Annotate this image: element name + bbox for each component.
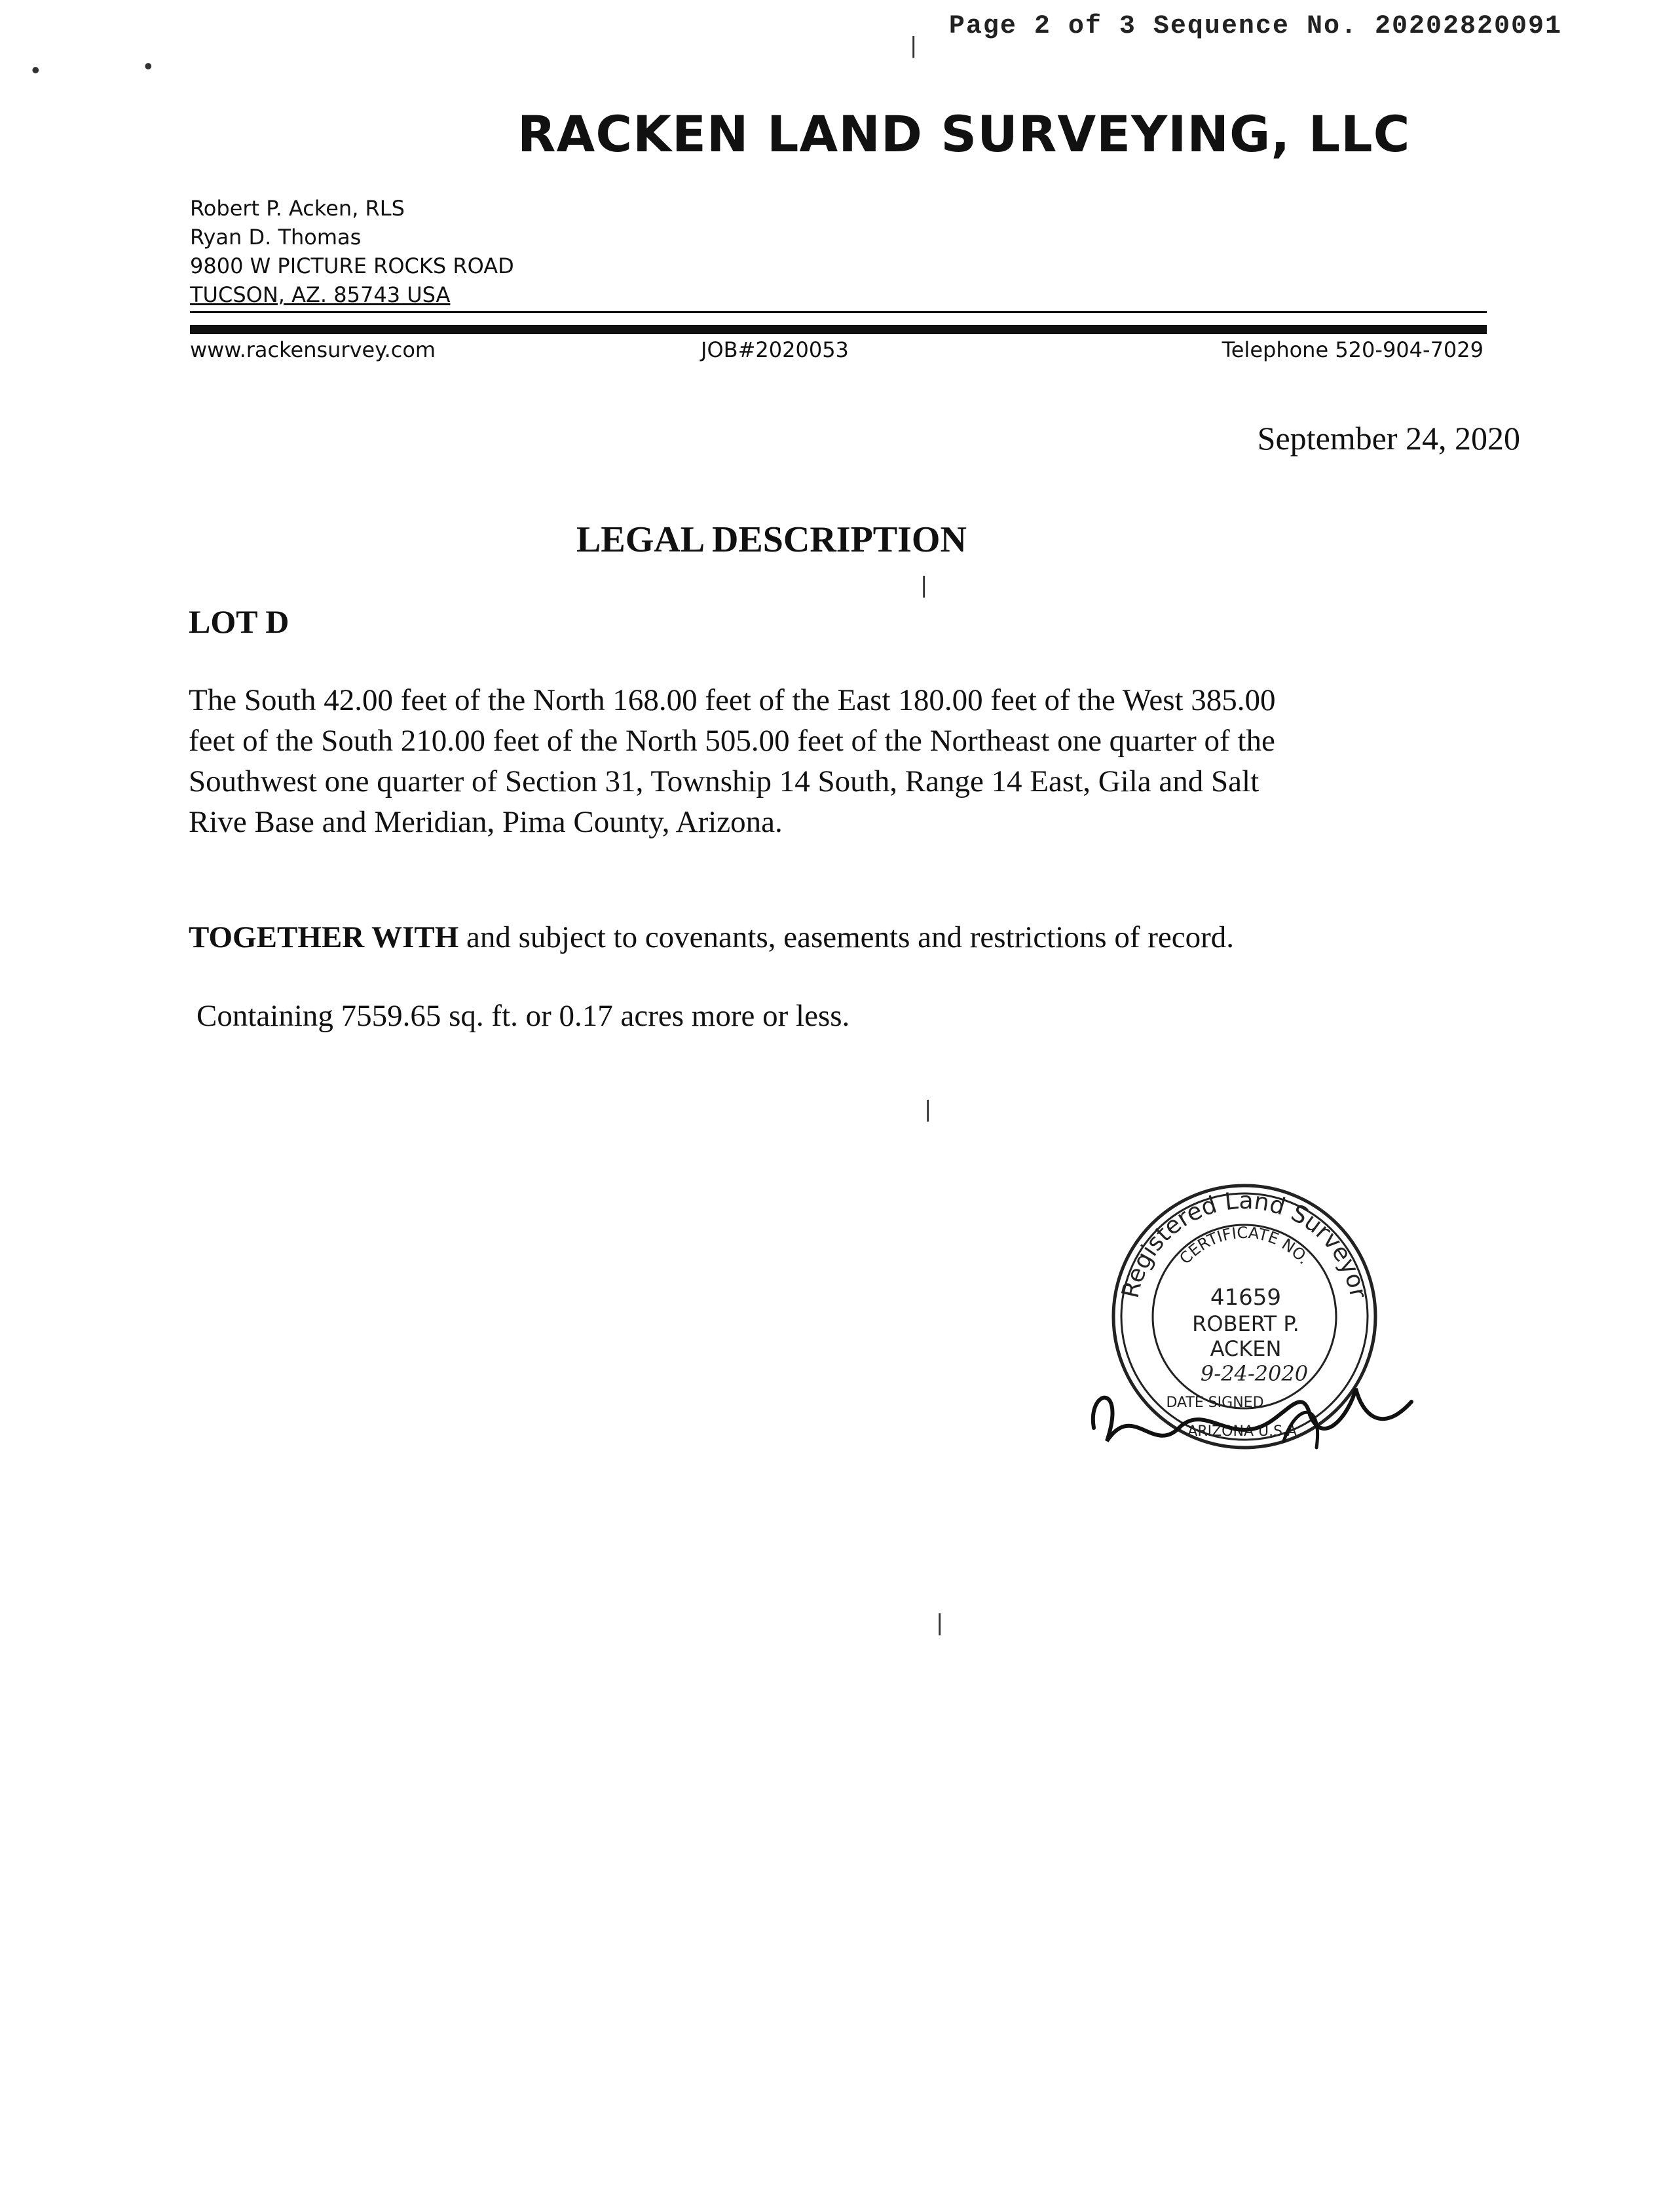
scan-mark: | bbox=[925, 1095, 931, 1122]
seal-outer-text-path: Registered Land Surveyor bbox=[1117, 1187, 1372, 1301]
letterhead-divider-thin bbox=[190, 311, 1487, 313]
legal-description-paragraph bbox=[189, 680, 1446, 842]
seal-date-signed: 9-24-2020 bbox=[1200, 1361, 1309, 1386]
description-line: The South 42.00 feet of the North 168.00 feet of the East 180.00 feet of the West 385.00 bbox=[189, 683, 1276, 717]
description-line: feet of the South 210.00 feet of the North 505.00 feet of the Northeast one quarter of the bbox=[189, 724, 1275, 758]
together-with-clause bbox=[189, 917, 1234, 958]
together-with-rest: and subject to covenants, easements and restrictions of record. bbox=[458, 920, 1235, 954]
scan-dot: • bbox=[144, 52, 153, 79]
scan-mark: | bbox=[910, 31, 917, 58]
address-line: TUCSON, AZ. 85743 USA bbox=[190, 282, 451, 307]
seal-date-label: DATE SIGNED bbox=[1166, 1395, 1264, 1411]
seal-state: ARIZONA U.S.A. bbox=[1187, 1423, 1301, 1440]
description-line: Rive Base and Meridian, Pima County, Arizona. bbox=[189, 805, 783, 839]
scan-dot: • bbox=[31, 56, 40, 83]
document-date: September 24, 2020 bbox=[1257, 420, 1520, 457]
letterhead-divider-thick bbox=[190, 325, 1487, 334]
lot-heading: LOT D bbox=[189, 603, 289, 640]
seal-certificate-number: 41659 bbox=[1210, 1284, 1282, 1311]
website-text: www.rackensurvey.com bbox=[190, 337, 436, 362]
area-statement: Containing 7559.65 sq. ft. or 0.17 acres more or less. bbox=[196, 999, 850, 1033]
address-block bbox=[190, 194, 514, 309]
seal-certificate-label-path: CERTIFICATE NO. bbox=[1176, 1223, 1314, 1268]
seal-name-line2: ACKEN bbox=[1210, 1336, 1282, 1361]
job-number: JOB#2020053 bbox=[701, 337, 849, 362]
telephone-text: Telephone 520-904-7029 bbox=[1222, 337, 1484, 362]
description-line: Southwest one quarter of Section 31, Township 14 South, Range 14 East, Gila and Salt bbox=[189, 764, 1260, 798]
seal-certificate-label bbox=[1176, 1224, 1313, 1268]
document-title: LEGAL DESCRIPTION bbox=[576, 519, 967, 560]
company-name: RACKEN LAND SURVEYING, LLC bbox=[517, 105, 1411, 163]
address-line: 9800 W PICTURE ROCKS ROAD bbox=[190, 253, 514, 278]
scan-mark: | bbox=[937, 1609, 943, 1636]
page-sequence-header: Page 2 of 3 Sequence No. 20202820091 bbox=[948, 12, 1562, 41]
seal-outer-text bbox=[1117, 1188, 1372, 1301]
together-with-lead: TOGETHER WITH bbox=[189, 920, 459, 954]
address-line: Ryan D. Thomas bbox=[190, 225, 362, 250]
scan-mark: | bbox=[921, 571, 927, 598]
surveyor-seal bbox=[1074, 1166, 1415, 1467]
address-line: Robert P. Acken, RLS bbox=[190, 196, 405, 221]
seal-name-line1: ROBERT P. bbox=[1192, 1311, 1299, 1336]
